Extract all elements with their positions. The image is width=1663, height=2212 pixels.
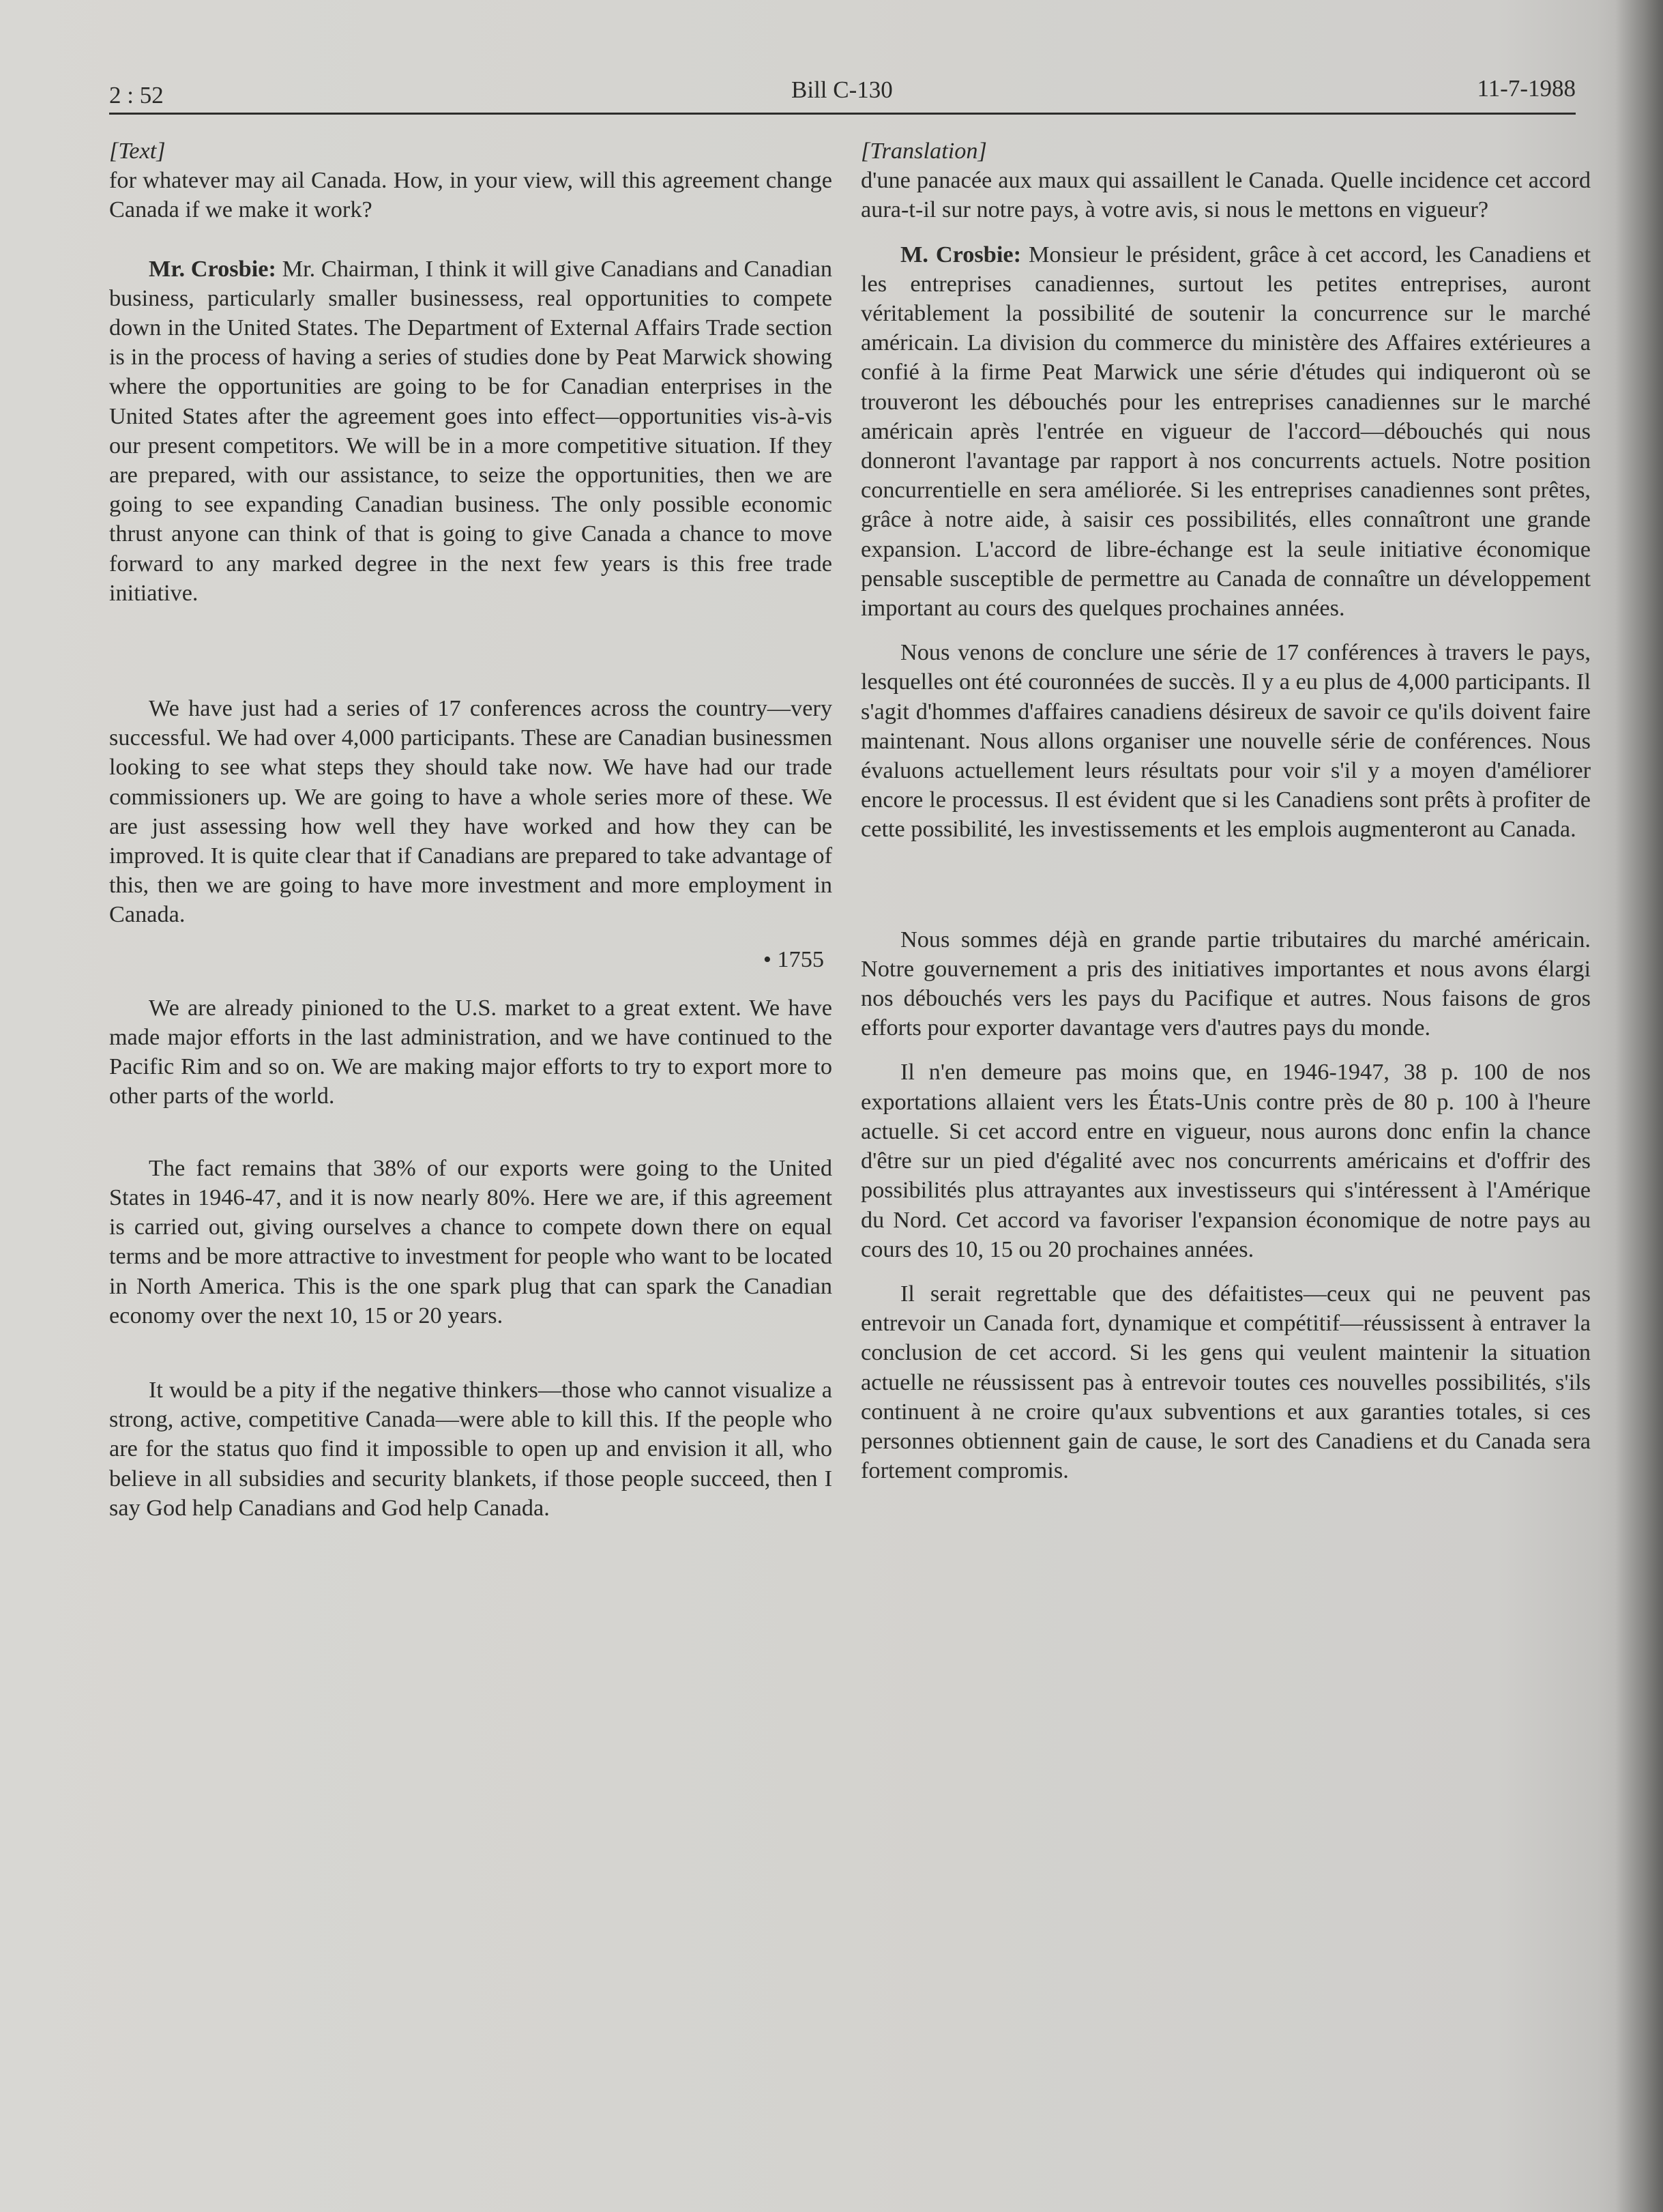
header-date: 11-7-1988 xyxy=(1477,75,1576,102)
page-header xyxy=(109,74,1576,115)
speaker-name: Mr. Crosbie: xyxy=(149,255,276,282)
paragraph-text: Monsieur le président, grâce à cet accord, les Canadiens et les entreprises canadiennes, surtout les petites entreprises, auront véritablement la possibilité de soutenir la concurrence sur le marché américain. La division du commerce du ministère des Affaires extérieures a confié à la firme Peat Marwick une série d'études qui indiqueront où se trouveront les débouchés pour les entreprises canadiennes sur le marché américain après l'entrée en vigueur de l'accord—débouchés qui nous donneront l'avantage par rapport à nos concurrents actuels. Notre position concurrentielle en sera améliorée. Si les entreprises canadiennes sont prêtes, grâce à notre aide, à saisir ces possibilités, elles connaîtront une grande expansion. L'accord de libre-échange est la seule initiative économique pensable susceptible de permettre au Canada de connaître un développement important au cours des quelques prochaines années. xyxy=(861,241,1591,622)
paragraph: The fact remains that 38% of our exports were going to the United States in 1946-47, and it is now nearly 80%. Here we are, if this agreement is carried out, giving ourselves a chance to compete down there on equal terms and be more attractive to investment for people who want to be located in North America. This is the one spark plug that can spark the Canadian economy over the next 10, 15 or 20 years. xyxy=(109,1154,832,1328)
paragraph: We are already pinioned to the U.S. market to a great extent. We have made major efforts in the last administration, and we have continued to the Pacific Rim and so on. We are making major efforts to try to export more to other parts of the world. xyxy=(109,994,832,1109)
paragraph: Nous venons de conclure une série de 17 conférences à travers le pays, lesquelles ont été couronnées de succès. Il y a eu plus de 4,000 participants. Il s'agit d'hommes d'affaires canadiens désireux de savoir ce qu'ils doivent faire maintenant. Nous allons organiser une nouvelle série de conférences. Nous évaluons actuellement leurs résultats pour voir s'il y a moyen d'améliorer encore le processus. Il est évident que si les Canadiens sont prêts à profiter de cette possibilité, les investissements et les emplois augmenteront au Canada. xyxy=(861,639,1591,843)
bill-title: Bill C-130 xyxy=(791,76,893,103)
paragraph-text: Mr. Chairman, I think it will give Canadians and Canadian business, particularly smaller businessess, real opportunities to compete down in the United States. The Department of External Affairs Trade section is in the process of having a series of studies done by Peat Marwick showing where the opportunities are going to be for Canadian enterprises in the United States after the agreement goes into effect—opportunities vis-à-vis our present competitors. We will be in a more competitive situation. If they are prepared, with our assistance, to seize the opportunities, then we are going to see expanding Canadian business. The only possible economic thrust anyone can think of that is going to give Canada a chance to move forward to any marked degree in the next few years is this free trade initiative. xyxy=(109,255,832,606)
english-column xyxy=(109,136,832,1523)
page-number: 2 : 52 xyxy=(109,82,164,108)
speaker-name: M. Crosbie: xyxy=(900,241,1021,267)
paragraph xyxy=(861,240,1591,624)
time-marker: • 1755 xyxy=(763,946,824,972)
paragraph: Il serait regrettable que des défaitistes—ceux qui ne peuvent pas entrevoir un Canada fort, dynamique et compétitif—réussissent à entraver la conclusion de cet accord. Si les gens qui veulent maintenir la situation actuelle ne réussissent pas à entrevoir toutes ces nouvelles possibilités, s'ils continuent à ne croire qu'aux subventions et aux garanties totales, si ces personnes obtiennent gain de cause, le sort des Canadiens et du Canada sera fortement compromis. xyxy=(861,1280,1591,1484)
paragraph: Il n'en demeure pas moins que, en 1946-1947, 38 p. 100 de nos exportations allaient vers les États-Unis contre près de 80 p. 100 à l'heure actuelle. Si cet accord entre en vigueur, nous aurons donc enfin la chance d'être sur un pied d'égalité avec nos concurrents américains et d'offrir des possibilités plus attrayantes aux investisseurs qui s'intéressent à l'Amérique du Nord. Cet accord va favoriser l'expansion économique de notre pays au cours des 10, 15 ou 20 prochaines années. xyxy=(861,1059,1591,1262)
paragraph xyxy=(109,254,832,608)
french-column xyxy=(861,136,1591,1485)
text-label: [Text] xyxy=(109,138,166,164)
paragraph: for whatever may ail Canada. How, in your view, will this agreement change Canada if we make it work? xyxy=(109,167,832,223)
paragraph: Nous sommes déjà en grande partie tributaires du marché américain. Notre gouvernement a pris des initiatives importantes et nous avons élargi nos débouchés vers les pays du Pacifique et autres. Nous faisons de gros efforts pour exporter davantage vers d'autres pays du monde. xyxy=(861,926,1591,1041)
paragraph: We have just had a series of 17 conferences across the country—very successful. We had over 4,000 participants. These are Canadian businessmen looking to see what steps they should take now. We have had our trade commissioners up. We are going to have a whole series more of these. We are just assessing how well they have worked and how they can be improved. It is quite clear that if Canadians are prepared to take advantage of this, then we are going to have more investment and more employment in Canada. xyxy=(109,695,832,928)
paragraph: It would be a pity if the negative thinkers—those who cannot visualize a strong, active, competitive Canada—were able to kill this. If the people who are for the status quo find it impossible to open up and envision it all, who believe in all subsidies and security blankets, if those people succeed, then I say God help Canadians and God help Canada. xyxy=(109,1376,832,1521)
translation-label: [Translation] xyxy=(861,138,987,164)
header-rule xyxy=(109,113,1576,115)
page-edge-shadow xyxy=(1615,0,1663,2212)
paragraph: d'une panacée aux maux qui assaillent le Canada. Quelle incidence cet accord aura-t-il sur notre pays, à votre avis, si nous le mettons en vigueur? xyxy=(861,167,1591,223)
